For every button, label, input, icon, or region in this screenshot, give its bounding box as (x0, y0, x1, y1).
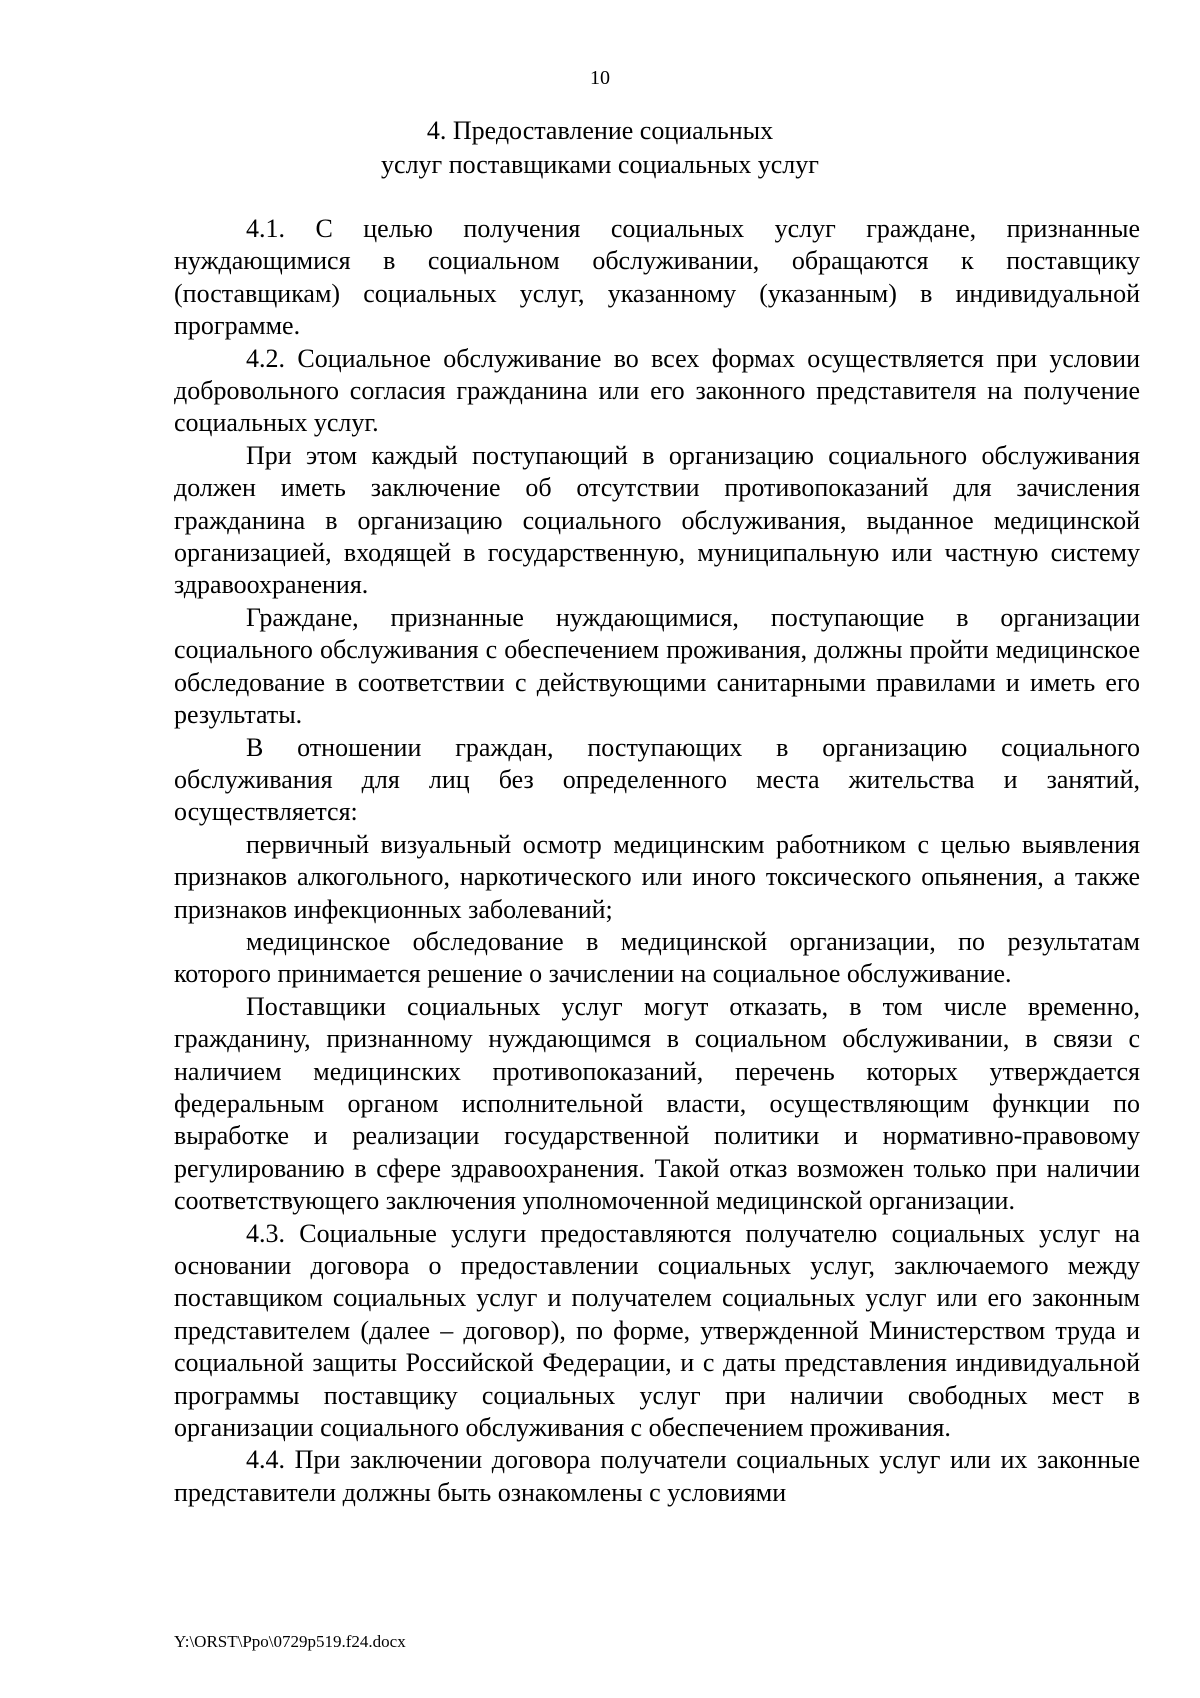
paragraph-4-3: 4.3. Социальные услуги предоставляются получателю социальных услуг на основании договора о предоставлении социальных услуг, заключаемого между поставщиком социальных услуг и получателем социальных услуг или его законным представителем (далее – договор), по форме, утвержденной Министерством труда и социальной защиты Российской Федерации, и с даты представления индивидуальной программы поставщику социальных услуг при наличии свободных мест в организации социального обслуживания с обеспечением проживания. (174, 1218, 1140, 1443)
paragraph-homeless-intake: В отношении граждан, поступающих в организацию социального обслуживания для лиц без определенного места жительства и занятий, осуществляется: (174, 732, 1140, 827)
paragraph-medical-examination: Граждане, признанные нуждающимися, поступающие в организации социального обслуживания с обеспечением проживания, должны пройти медицинское обследование в соответствии с действующими санитарными правилами и иметь его результаты. (174, 602, 1140, 730)
section-heading-line-2: услуг поставщиками социальных услуг (381, 150, 819, 179)
section-heading (0, 114, 1200, 182)
document-body (174, 213, 1140, 1509)
paragraph-refusal: Поставщики социальных услуг могут отказать, в том числе временно, гражданину, признанному нуждающимся в социальном обслуживании, в связи с наличием медицинских противопоказаний, перечень которых утверждается федеральным органом исполнительной власти, осуществляющим функции по выработке и реализации государственной политики и нормативно-правовому регулированию в сфере здравоохранения. Такой отказ возможен только при наличии соответствующего заключения уполномоченной медицинской организации. (174, 991, 1140, 1216)
paragraph-4-1: 4.1. С целью получения социальных услуг граждане, признанные нуждающимися в социальном обслуживании, обращаются к поставщику (поставщикам) социальных услуг, указанному (указанным) в индивидуальной программе. (174, 214, 1140, 341)
footer-file-path: Y:\ORST\Ppo\0729p519.f24.docx (174, 1632, 406, 1651)
paragraph-medical-organization-exam: медицинское обследование в медицинской организации, по результатам которого принимается решение о зачислении на социальное обслуживание. (174, 926, 1140, 989)
page-number: 10 (590, 67, 610, 89)
paragraph-4-4: 4.4. При заключении договора получатели социальных услуг или их законные представители должны быть ознакомлены с условиями (174, 1445, 1140, 1507)
section-heading-line-1: 4. Предоставление социальных (426, 116, 774, 145)
paragraph-medical-conclusion: При этом каждый поступающий в организацию социального обслуживания должен иметь заключение об отсутствии противопоказаний для зачисления гражданина в организацию социального обслуживания, выданное медицинской организацией, входящей в государственную, муниципальную или частную систему здравоохранения. (174, 440, 1140, 600)
paragraph-4-2: 4.2. Социальное обслуживание во всех формах осуществляется при условии добровольного согласия гражданина или его законного представителя на получение социальных услуг. (174, 343, 1140, 438)
paragraph-visual-inspection: первичный визуальный осмотр медицинским работником с целью выявления признаков алкогольного, наркотического или иного токсического опьянения, а также признаков инфекционных заболеваний; (174, 829, 1140, 924)
